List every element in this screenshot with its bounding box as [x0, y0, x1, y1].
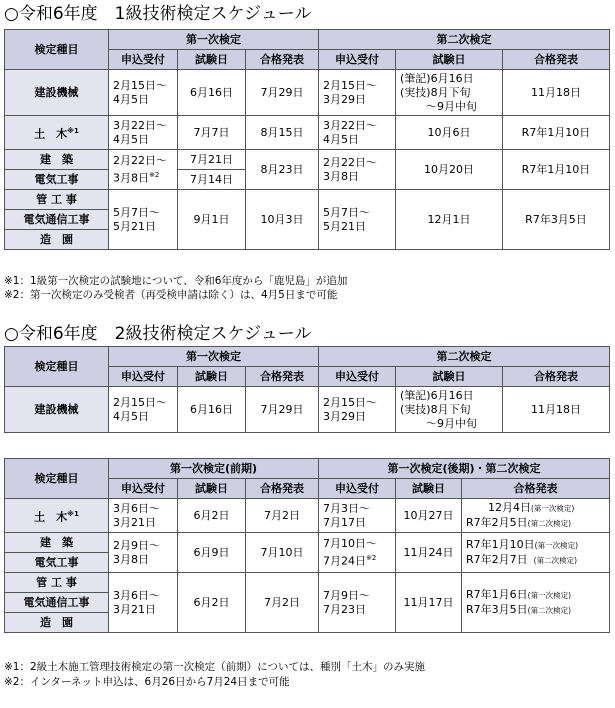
apply-cell: 2月15日～ 4月5日	[109, 387, 178, 433]
level2-schedule-table	[4, 458, 610, 633]
footnote-mark: ※1	[67, 509, 79, 518]
level1-title: ○令和6年度 1級技術検定スケジュール	[4, 4, 312, 24]
apply-cell: 2月22日～ 3月8日	[319, 150, 396, 190]
kind-cell: 造 園	[5, 613, 109, 633]
table-row	[5, 70, 610, 116]
apply-cell: 2月15日～ 4月5日	[109, 70, 178, 116]
result-cell: 7月2日	[246, 499, 319, 533]
col-apply-header: 申込受付	[109, 479, 178, 499]
col-kind-header: 検定種目	[5, 459, 109, 499]
exam-cell: 7月14日	[178, 170, 246, 190]
result-cell: R7年1月10日	[503, 150, 610, 190]
level2-machinery-table	[4, 346, 610, 433]
kind-cell: 建設機械	[5, 387, 109, 433]
footnote-1: ※1：2級土木施工管理技術検定の第一次検定（前期）については、種別「土木」のみ実施	[4, 661, 425, 673]
col-result-header: 合格発表	[503, 367, 610, 387]
result-cell: R7年1月10日	[503, 116, 610, 150]
first-exam-header: 第一次検定	[109, 30, 319, 50]
exam-cell: 6月16日	[178, 387, 246, 433]
result-cell: 7月29日	[246, 70, 319, 116]
first-late-second-header: 第一次検定(後期)・第二次検定	[319, 459, 610, 479]
kind-cell: 電気通信工事	[5, 593, 109, 613]
exam-cell: (筆記)6月16日 (実技)8月下旬 ～9月中旬	[396, 70, 503, 116]
exam-cell: (筆記)6月16日 (実技)8月下旬 ～9月中旬	[396, 387, 503, 433]
exam-cell: 6月2日	[178, 573, 246, 633]
table-row	[5, 387, 610, 433]
result-cell: 11月18日	[503, 70, 610, 116]
kind-cell: 造 園	[5, 230, 109, 250]
result-cell: 12月4日(第一次検定) R7年2月5日(第二次検定)	[462, 499, 610, 533]
table-row	[5, 190, 610, 210]
col-exam-header: 試験日	[178, 50, 246, 70]
kind-cell: 建 築	[5, 533, 109, 553]
col-result-header: 合格発表	[246, 479, 319, 499]
result-cell: 11月18日	[503, 387, 610, 433]
table-row	[5, 150, 610, 170]
exam-cell: 10月6日	[396, 116, 503, 150]
kind-cell: 建設機械	[5, 70, 109, 116]
col-kind-header: 検定種目	[5, 347, 109, 387]
col-kind-header: 検定種目	[5, 30, 109, 70]
col-exam-header: 試験日	[396, 367, 503, 387]
first-exam-early-header: 第一次検定(前期)	[109, 459, 319, 479]
result-cell: 7月29日	[246, 387, 319, 433]
result-cell: R7年3月5日	[503, 190, 610, 250]
kind-cell: 電気通信工事	[5, 210, 109, 230]
result-cell: 8月23日	[246, 150, 319, 190]
exam-cell: 11月24日	[396, 533, 462, 573]
apply-cell: 7月9日～ 7月23日	[319, 573, 396, 633]
apply-cell: 3月22日～ 4月5日	[109, 116, 178, 150]
col-result-header: 合格発表	[503, 50, 610, 70]
table-row	[5, 499, 610, 533]
col-result-header: 合格発表	[462, 479, 610, 499]
exam-cell: 10月20日	[396, 150, 503, 190]
col-apply-header: 申込受付	[109, 50, 178, 70]
kind-cell: 管 工 事	[5, 573, 109, 593]
col-result-header: 合格発表	[246, 50, 319, 70]
apply-cell: 5月7日～ 5月21日	[109, 190, 178, 250]
apply-cell: 7月10日～ 7月24日$^{※2}$	[319, 533, 396, 573]
exam-cell: 10月27日	[396, 499, 462, 533]
kind-cell: 管 工 事	[5, 190, 109, 210]
exam-cell: 11月17日	[396, 573, 462, 633]
first-exam-header: 第一次検定	[109, 347, 319, 367]
col-apply-header: 申込受付	[319, 50, 396, 70]
kind-cell: 土 木$^{※1}$	[5, 499, 109, 533]
result-cell: R7年1月10日(第一次検定) R7年2月7日 (第二次検定)	[462, 533, 610, 573]
apply-cell: 3月6日～ 3月21日	[109, 573, 178, 633]
result-cell: 8月15日	[246, 116, 319, 150]
exam-cell: 9月1日	[178, 190, 246, 250]
exam-cell: 7月21日	[178, 150, 246, 170]
kind-cell: 電気工事	[5, 170, 109, 190]
second-exam-header: 第二次検定	[319, 30, 610, 50]
col-exam-header: 試験日	[178, 479, 246, 499]
apply-cell: 3月6日～ 3月21日	[109, 499, 178, 533]
level1-schedule-table	[4, 29, 610, 250]
col-exam-header: 試験日	[396, 479, 462, 499]
apply-cell: 3月22日～ 4月5日	[319, 116, 396, 150]
result-cell: 7月10日	[246, 533, 319, 573]
apply-cell: 7月3日～ 7月17日	[319, 499, 396, 533]
apply-cell: 2月22日～ 3月8日$^{※2}$	[109, 150, 178, 190]
col-exam-header: 試験日	[178, 367, 246, 387]
second-exam-header: 第二次検定	[319, 347, 610, 367]
exam-cell: 6月2日	[178, 499, 246, 533]
footnote-mark: ※2	[149, 170, 160, 179]
table-row	[5, 116, 610, 150]
result-cell: 7月2日	[246, 573, 319, 633]
footnote-2: ※2：第一次検定のみ受検者（再受検申請は除く）は、4月5日まで可能	[4, 289, 338, 301]
level2-title: ○令和6年度 2級技術検定スケジュール	[4, 324, 312, 344]
table-row	[5, 533, 610, 553]
footnote-mark: ※1	[67, 126, 79, 135]
col-result-header: 合格発表	[246, 367, 319, 387]
col-apply-header: 申込受付	[319, 479, 396, 499]
footnote-2: ※2：インターネット申込は、6月26日から7月24日まで可能	[4, 676, 290, 688]
apply-cell: 2月15日～ 3月29日	[319, 70, 396, 116]
exam-cell: 7月7日	[178, 116, 246, 150]
col-apply-header: 申込受付	[109, 367, 178, 387]
exam-cell: 6月16日	[178, 70, 246, 116]
kind-cell: 建 築	[5, 150, 109, 170]
footnote-mark: ※2	[366, 553, 377, 562]
exam-cell: 12月1日	[396, 190, 503, 250]
apply-cell: 5月7日～ 5月21日	[319, 190, 396, 250]
result-cell: 10月3日	[246, 190, 319, 250]
footnote-1: ※1：1級第一次検定の試験地について、令和6年度から「鹿児島」が追加	[4, 275, 348, 287]
exam-cell: 6月9日	[178, 533, 246, 573]
table-row	[5, 573, 610, 593]
col-exam-header: 試験日	[396, 50, 503, 70]
kind-cell: 土 木$^{※1}$	[5, 116, 109, 150]
kind-cell: 電気工事	[5, 553, 109, 573]
apply-cell: 2月9日～ 3月8日	[109, 533, 178, 573]
apply-cell: 2月15日～ 3月29日	[319, 387, 396, 433]
col-apply-header: 申込受付	[319, 367, 396, 387]
result-cell: R7年1月6日(第一次検定) R7年3月5日(第二次検定)	[462, 573, 610, 633]
